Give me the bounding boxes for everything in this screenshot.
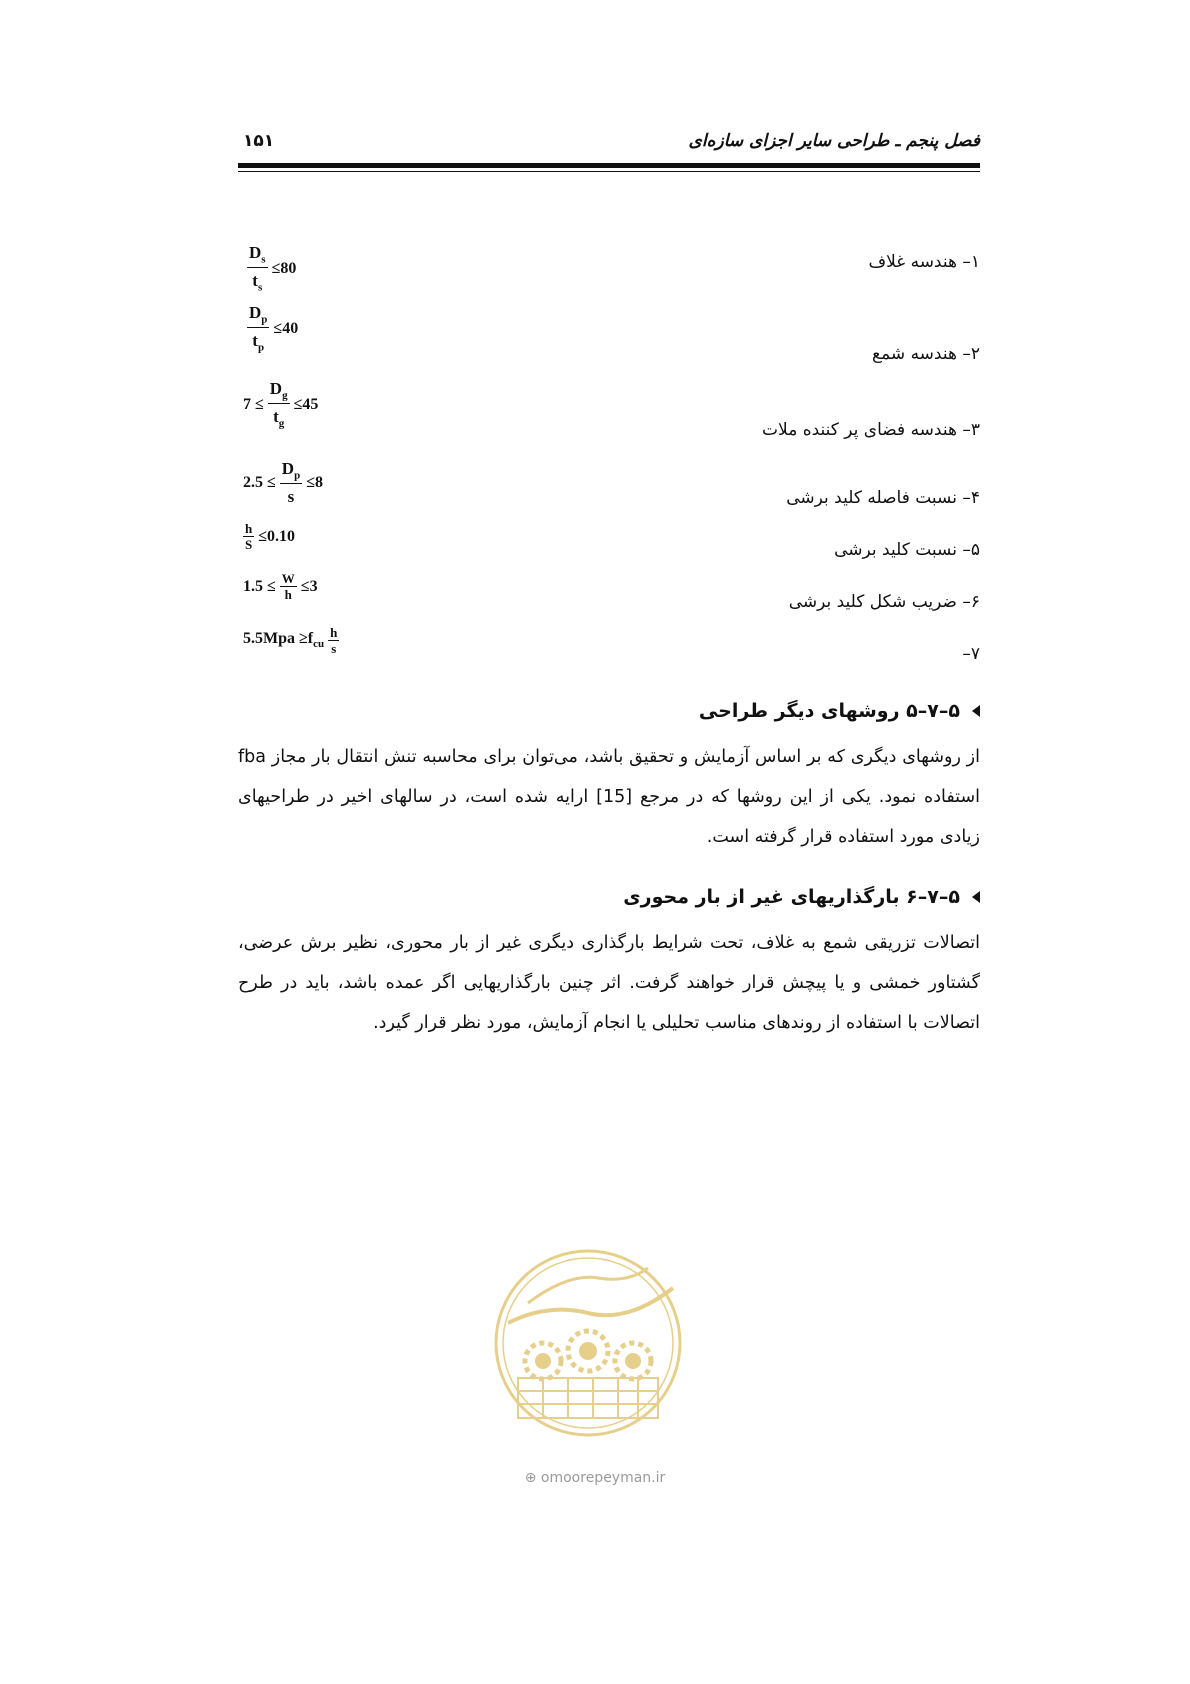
formula-4 bbox=[243, 460, 323, 505]
criterion-label-7: ۷– bbox=[962, 644, 980, 664]
formula-3 bbox=[243, 380, 318, 430]
section-heading-5-7-5: ۵–۷–۵ روشهای دیگر طراحی bbox=[699, 700, 980, 722]
fraction: $\frac{D_g}{t_g}$ bbox=[269, 379, 288, 430]
chapter-title: فصل پنجم ـ طراحی سایر اجزای سازه‌ای bbox=[688, 131, 980, 151]
fraction: $\frac{W}{h}$ bbox=[281, 571, 295, 602]
criterion-label-2: ۲– هندسه شمع bbox=[872, 344, 980, 364]
header-rule-thin bbox=[238, 171, 980, 172]
triangle-bullet-icon bbox=[972, 705, 980, 717]
fraction: $\frac{D_p}{t_p}$ bbox=[249, 303, 268, 354]
fraction: $\frac{h}{s}$ bbox=[330, 625, 338, 656]
formula-6 bbox=[243, 572, 318, 601]
formula-7 bbox=[243, 626, 343, 655]
fraction: $\frac{D_s}{t_s}$ bbox=[249, 243, 266, 294]
watermark-site: ⊕ omoorepeyman.ir bbox=[524, 1470, 666, 1486]
formula-relation: ≤3 bbox=[300, 577, 318, 595]
formula-relation: ≤40 bbox=[273, 319, 299, 337]
formula-prefix: 7 ≤ bbox=[243, 395, 264, 413]
section-paragraph-5-7-5: از روشهای دیگری که بر اساس آزمایش و تحقیق باشد، می‌توان برای محاسبه تنش انتقال بار مجاز fba استفاده نمود. یکی از این روشها که در مرجع [15] ارایه شده است، در سالهای اخیر در طراحیهای زیادی مورد استفاده قرار گرفته است. bbox=[238, 747, 980, 847]
formula-5 bbox=[243, 522, 295, 551]
criterion-label-1: ۱– هندسه غلاف bbox=[868, 252, 980, 272]
formula-relation: ≤45 bbox=[293, 395, 319, 413]
formula-prefix: 1.5 ≤ bbox=[243, 577, 276, 595]
formula-prefix: 2.5 ≤ bbox=[243, 473, 276, 491]
criterion-label-3: ۳– هندسه فضای پر کننده ملات bbox=[762, 420, 980, 440]
page-number: ۱۵۱ bbox=[243, 131, 275, 151]
criterion-label-5: ۵– نسبت کلید برشی bbox=[834, 540, 980, 560]
formula-1 bbox=[243, 244, 296, 294]
fraction: $\frac{h}{S}$ bbox=[245, 521, 253, 552]
formula-prefix: $5.5Mpa \ge f_{cu}$ bbox=[243, 630, 325, 651]
section-paragraph-5-7-6: اتصالات تزریقی شمع به غلاف، تحت شرایط بارگذاری دیگری غیر از بار محوری، نظیر برش عرضی، گشتاور خمشی و یا پیچش قرار خواهند گرفت. اثر چنین بارگذاریهایی اگر عمده باشد، باید در طرح اتصالات با استفاده از روندهای مناسب تحلیلی یا انجام آزمایش، مورد نظر قرار گیرد. bbox=[238, 933, 980, 1033]
triangle-bullet-icon bbox=[972, 891, 980, 903]
header-rule-thick bbox=[238, 163, 980, 168]
watermark-logo bbox=[488, 1243, 688, 1453]
fraction: $\frac{D_p}{s}$ bbox=[281, 459, 301, 507]
criterion-label-4: ۴– نسبت فاصله کلید برشی bbox=[786, 488, 980, 508]
formula-2 bbox=[243, 304, 298, 354]
formula-relation: ≤8 bbox=[306, 473, 323, 491]
formula-relation: ≤0.10 bbox=[258, 527, 296, 545]
formula-relation: ≤80 bbox=[271, 259, 297, 277]
section-heading-5-7-6: ۵–۷–۶ بارگذاریهای غیر از بار محوری bbox=[623, 886, 980, 908]
criterion-label-6: ۶– ضریب شکل کلید برشی bbox=[788, 592, 980, 612]
